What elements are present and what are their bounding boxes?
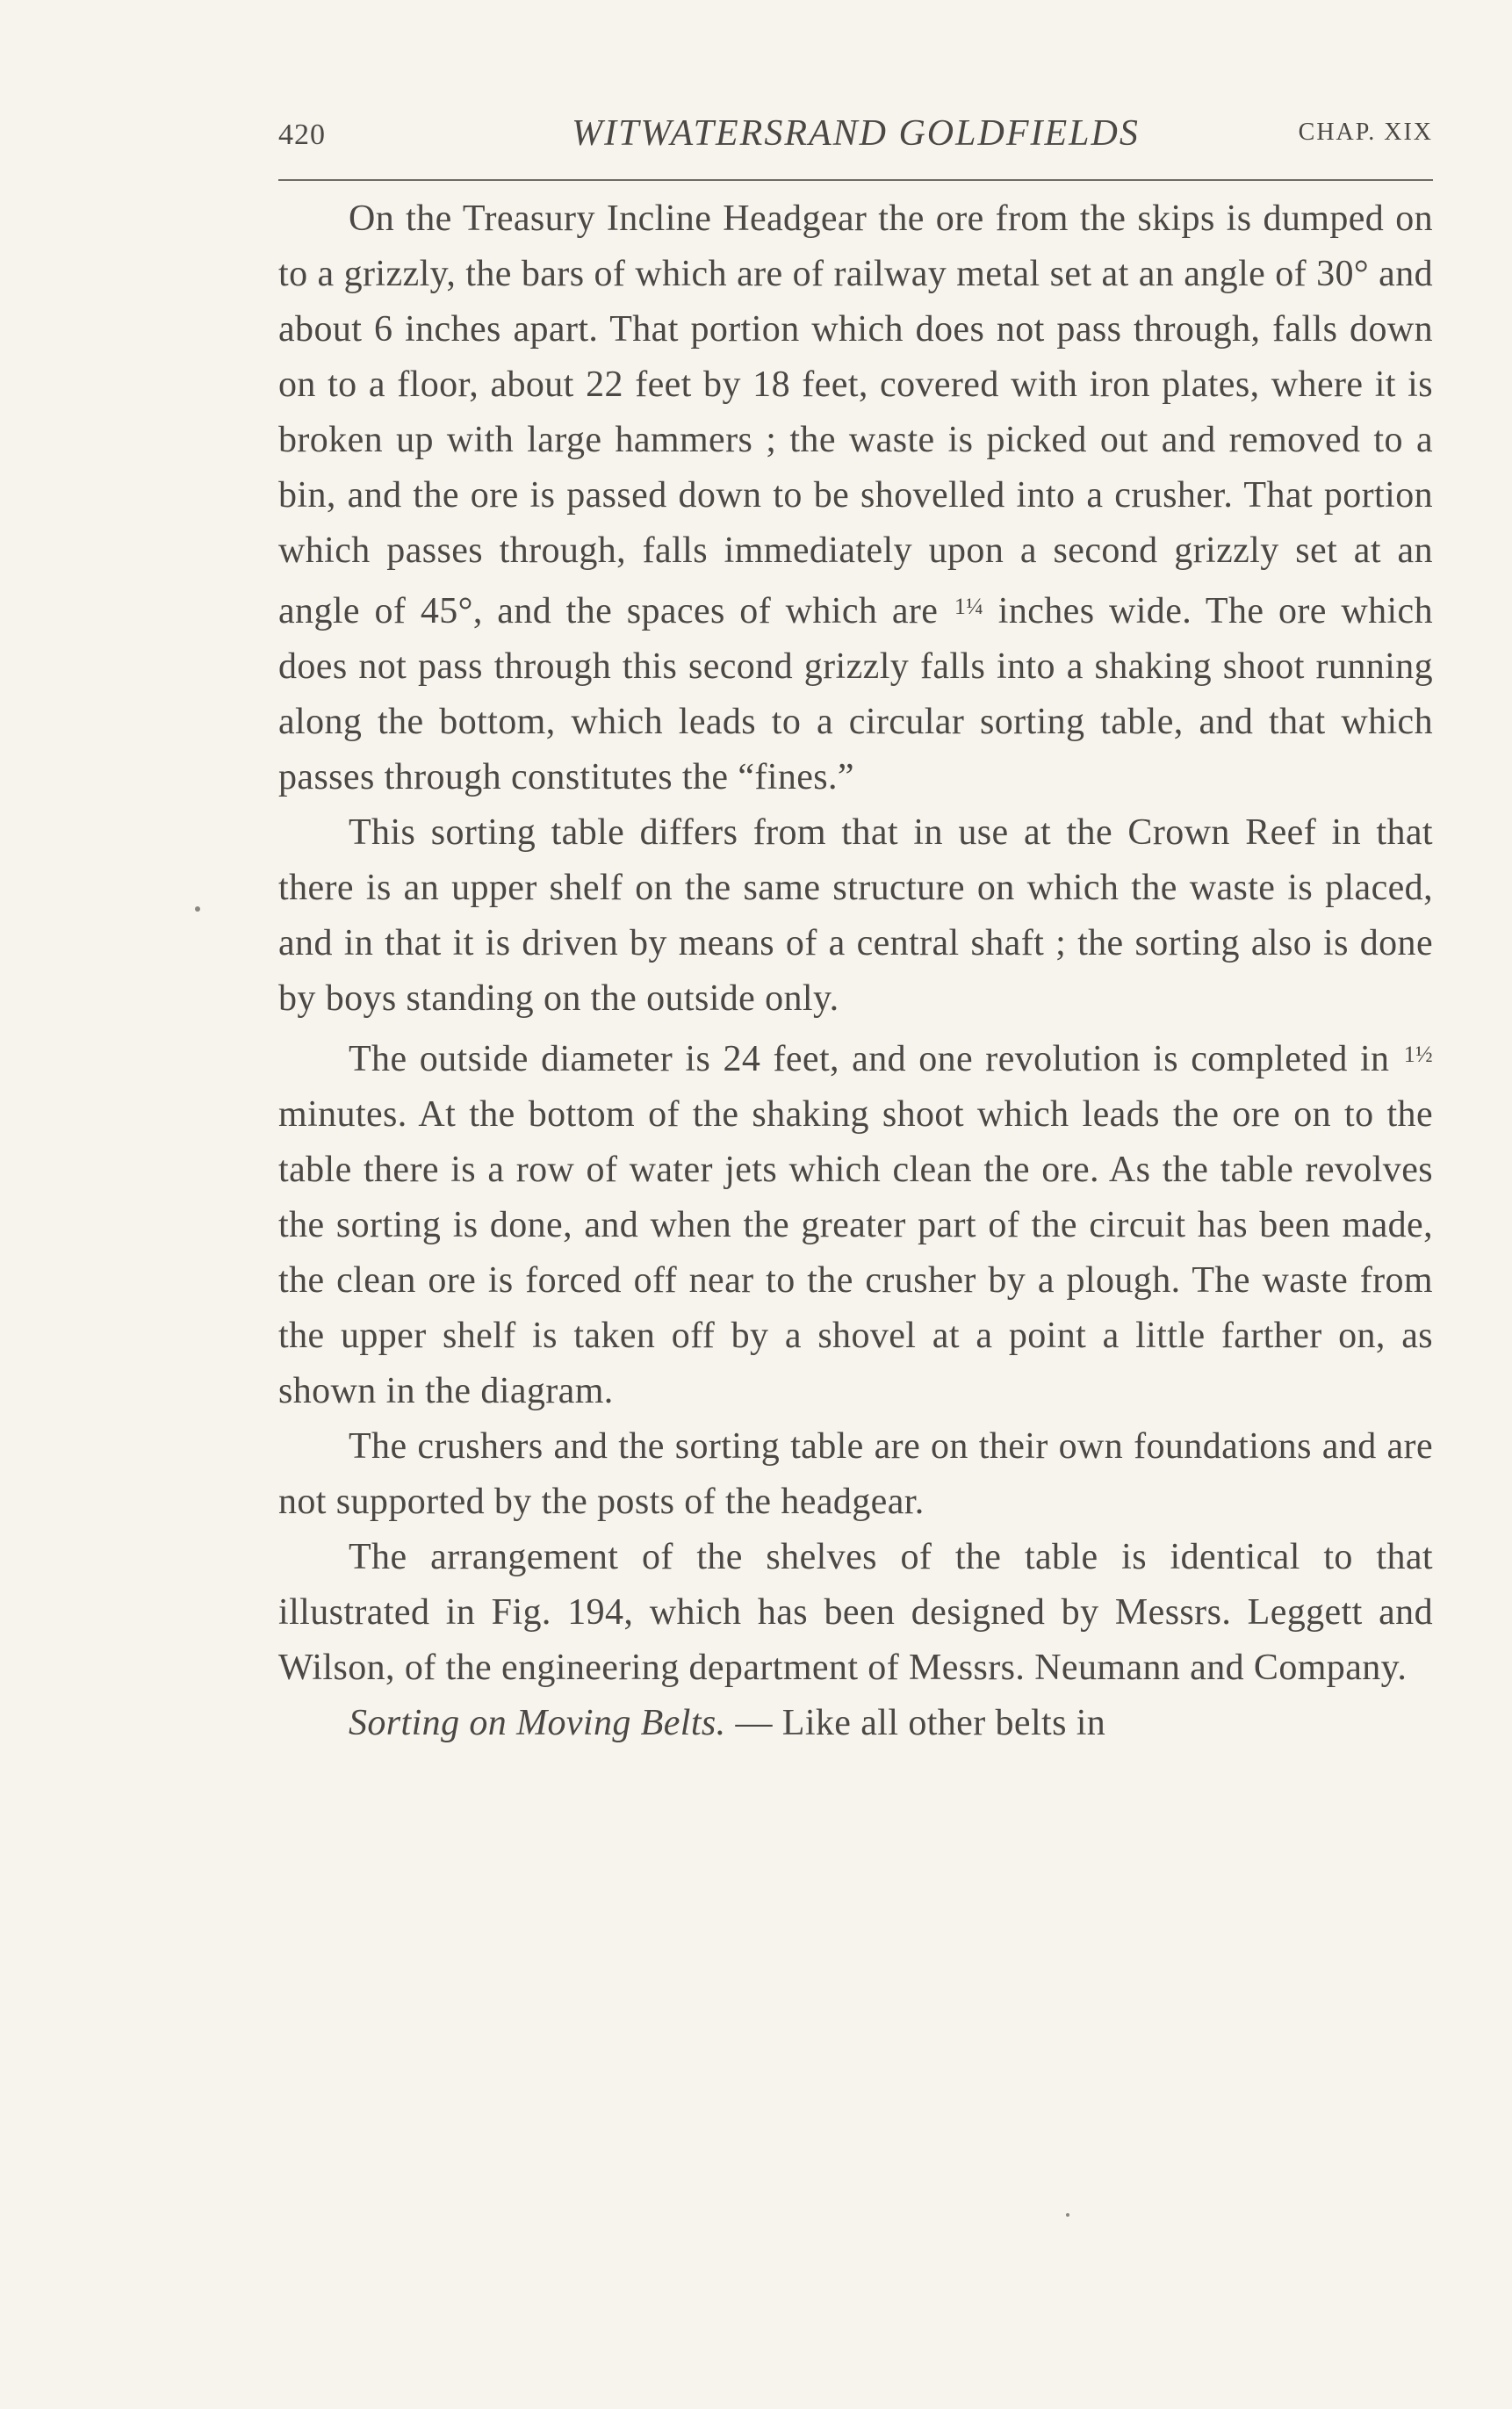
paragraph-text: On the Treasury Incline Headgear the ore from the skips is dumped on to a grizzly, the bars of which are of railway metal set at an angle of 30° and about 6 inches apart. That portion which does not pass through, falls down on to a floor, about 22 feet by 18 feet, covered with iron plates, where it is broken up with large hammers ; the waste is picked out and removed to a bin, and the ore is passed down to be shovelled into a crusher. That portion which passes through, falls immediately upon a second grizzly set at an angle of 45°, and the spaces of which are xyxy=(278,198,1433,631)
paragraph-arrangement: The arrangement of the shelves of the table is identical to that illustrated in Fig. 194, which has been designed by Messrs. Leggett and Wilson, of the engineering department of Messrs. Neumann and Company. xyxy=(278,1537,1433,1688)
paragraph-text: inches wide. The ore which does not pass through this second grizzly falls into a shaking shoot running along the bottom, which leads to a circular sorting table, and that which passes through constitutes the “fines.” xyxy=(278,591,1433,797)
body-text xyxy=(278,191,1433,1751)
book-page xyxy=(278,105,1433,1751)
paragraph-crushers: The crushers and the sorting table are on their own foundations and are not supported by the posts of the headgear. xyxy=(278,1426,1433,1522)
page-number: 420 xyxy=(278,119,326,151)
paragraph-diameter xyxy=(278,1027,1433,1419)
running-title: WITWATERSRAND GOLDFIELDS xyxy=(572,113,1140,154)
chapter-reference: CHAP. XIX xyxy=(1298,119,1433,146)
margin-speck xyxy=(195,906,200,912)
fraction-spacing: 1¼ xyxy=(954,594,984,619)
paragraph-text: minutes. At the bottom of the shaking shoot which leads the ore on to the table there is a row of water jets which clean the ore. As the table revolves the sorting is done, and when the greater part of the circuit has been made, the clean ore is forced off near to the crusher by a plough. The waste from the upper shelf is taken off by a shovel at a point a little farther on, as shown in the diagram. xyxy=(278,1094,1433,1411)
paragraph-treasury-incline xyxy=(278,191,1433,805)
paragraph-text: The outside diameter is 24 feet, and one revolution is completed in xyxy=(349,1039,1390,1079)
running-head xyxy=(278,105,1433,167)
margin-speck xyxy=(1066,2213,1069,2217)
fraction-revolution: 1½ xyxy=(1403,1042,1433,1067)
paragraph-moving-belts xyxy=(278,1696,1433,1751)
paragraph-sorting-table: This sorting table differs from that in use at the Crown Reef in that there is an upper shelf on the same structure on which the waste is placed, and in that it is driven by means of a central shaft ; the sorting also is done by boys standing on the outside only. xyxy=(278,812,1433,1019)
section-heading: Sorting on Moving Belts. xyxy=(349,1703,726,1743)
header-rule xyxy=(278,179,1433,181)
paragraph-text: — Like all other belts in xyxy=(735,1703,1106,1743)
